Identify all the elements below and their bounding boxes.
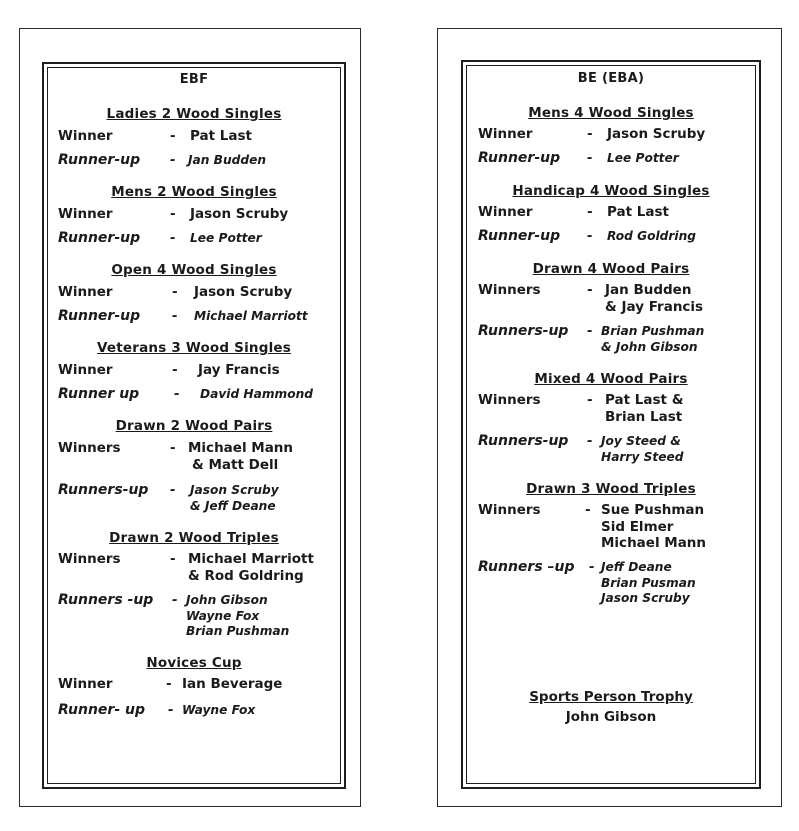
player-name: Jason Scruby [601, 591, 690, 605]
names [200, 387, 313, 403]
runner-row [44, 702, 344, 742]
section-heading: Mens 2 Wood Singles [111, 184, 277, 200]
player-name: Pat Last [607, 204, 669, 220]
player-name: Jason Scruby [190, 483, 279, 497]
player-name: Joy Steed & [601, 434, 681, 448]
names [607, 204, 669, 221]
section-heading: Mixed 4 Wood Pairs [534, 371, 688, 387]
runner-row [44, 482, 344, 522]
player-name: John Gibson [186, 593, 268, 607]
player-name: Pat Last & [605, 392, 684, 408]
role-label: Runners-up [58, 482, 149, 498]
names [601, 324, 704, 355]
dash: - [172, 362, 178, 378]
role-label: Winner [58, 206, 113, 222]
player-name: & Rod Goldring [188, 567, 304, 584]
role-label: Winner [58, 284, 113, 300]
section-heading: Novices Cup [146, 655, 242, 671]
player-name: Michael Marriott [188, 551, 314, 567]
section-heading: Drawn 3 Wood Triples [526, 481, 696, 497]
player-name: Ian Beverage [182, 676, 283, 692]
dash: - [172, 284, 178, 300]
player-name: Jeff Deane [601, 560, 672, 574]
player-name: & John Gibson [601, 339, 698, 354]
role-label: Winner [478, 126, 533, 142]
dash: - [170, 128, 176, 144]
runner-row [463, 323, 759, 363]
player-name: Brian Last [605, 408, 683, 425]
player-name: Wayne Fox [182, 703, 256, 717]
winner-row [44, 440, 344, 480]
dash: - [172, 308, 178, 324]
role-label: Runners-up [478, 433, 569, 449]
names [190, 231, 262, 247]
dash: - [174, 386, 180, 402]
player-name: Jason Scruby [194, 284, 293, 300]
role-label: Runners-up [478, 323, 569, 339]
names [607, 126, 705, 143]
role-label: Runners –up [478, 559, 575, 575]
right-title: BE (EBA) [577, 71, 645, 86]
player-name: & Jay Francis [605, 298, 704, 315]
winner-row [463, 502, 759, 551]
section-heading: Open 4 Wood Singles [111, 262, 277, 278]
names [182, 676, 282, 693]
dash: - [170, 152, 176, 168]
section-heading: Drawn 4 Wood Pairs [532, 261, 690, 277]
player-name: Michael Mann [188, 440, 294, 456]
names [190, 128, 252, 145]
names [182, 703, 255, 719]
player-name: Jay Francis [198, 362, 280, 378]
role-label: Winners [478, 392, 541, 408]
names [605, 282, 703, 315]
names [601, 434, 684, 465]
dash: - [170, 206, 176, 222]
player-name: Lee Potter [607, 151, 679, 165]
dash: - [587, 323, 593, 339]
role-label: Runner-up [58, 308, 141, 324]
role-label: Runner-up [58, 230, 141, 246]
dash: - [587, 392, 593, 408]
winner-row [463, 392, 759, 432]
dash: - [587, 150, 593, 166]
section-heading: Veterans 3 Wood Singles [96, 340, 292, 356]
dash: - [587, 433, 593, 449]
trophy-title: Sports Person Trophy [529, 689, 693, 705]
player-name: Lee Potter [190, 231, 262, 245]
dash: - [589, 559, 595, 575]
dash: - [587, 282, 593, 298]
player-name: David Hammond [200, 387, 314, 401]
section-heading: Drawn 2 Wood Pairs [115, 418, 273, 434]
role-label: Runner up [58, 386, 140, 402]
player-name: & Jeff Deane [190, 498, 276, 513]
player-name: Jason Scruby [190, 206, 289, 222]
names [188, 440, 293, 473]
player-name: & Matt Dell [192, 456, 279, 473]
dash: - [166, 676, 172, 692]
winner-row [44, 551, 344, 591]
section-heading: Ladies 2 Wood Singles [106, 106, 282, 122]
player-name: Brian Pushman [186, 624, 290, 638]
player-name: Brian Pusman [601, 575, 696, 590]
role-label: Runner-up [58, 152, 141, 168]
left-title: EBF [179, 72, 209, 87]
player-name: Jan Budden [188, 153, 267, 167]
names [186, 593, 289, 640]
runner-row [44, 592, 344, 638]
role-label: Winners [58, 551, 121, 567]
player-name: Rod Goldring [607, 229, 696, 243]
trophy-winner: John Gibson [565, 709, 657, 725]
left-frame [42, 62, 346, 789]
winner-row [463, 282, 759, 322]
role-label: Runner-up [478, 228, 561, 244]
role-label: Winner [58, 676, 113, 692]
player-name: Harry Steed [601, 449, 684, 464]
dash: - [170, 440, 176, 456]
player-name: Wayne Fox [186, 608, 260, 623]
player-name: Michael Marriott [194, 309, 308, 323]
dash: - [168, 702, 174, 718]
dash: - [587, 228, 593, 244]
player-name: Jason Scruby [607, 126, 706, 142]
names [194, 309, 308, 325]
role-label: Runner- up [58, 702, 145, 718]
section-heading: Handicap 4 Wood Singles [512, 183, 710, 199]
role-label: Runners -up [58, 592, 154, 608]
names [190, 206, 288, 223]
runner-row [463, 433, 759, 473]
player-name: Brian Pushman [601, 324, 705, 338]
dash: - [170, 551, 176, 567]
player-name: Michael Mann [601, 535, 707, 551]
names [188, 153, 266, 169]
role-label: Winners [478, 502, 541, 518]
right-frame [461, 60, 761, 789]
names [605, 392, 683, 425]
names [194, 284, 292, 301]
role-label: Winner [58, 362, 113, 378]
names [188, 551, 314, 584]
player-name: Jan Budden [605, 282, 692, 298]
role-label: Winner [478, 204, 533, 220]
dash: - [172, 592, 178, 608]
left-card [19, 28, 361, 807]
names [190, 483, 279, 514]
dash: - [587, 204, 593, 220]
names [198, 362, 280, 379]
names [607, 151, 679, 167]
names [601, 560, 696, 607]
player-name: Sid Elmer [601, 518, 674, 535]
dash: - [587, 126, 593, 142]
role-label: Winners [478, 282, 541, 298]
section-heading: Mens 4 Wood Singles [528, 105, 694, 121]
dash: - [170, 230, 176, 246]
role-label: Winner [58, 128, 113, 144]
runner-row [463, 559, 759, 605]
player-name: Sue Pushman [601, 502, 705, 518]
role-label: Runner-up [478, 150, 561, 166]
names [607, 229, 696, 245]
dash: - [170, 482, 176, 498]
section-heading: Drawn 2 Wood Triples [109, 530, 279, 546]
dash: - [585, 502, 591, 518]
names [601, 502, 706, 552]
right-card [437, 28, 782, 807]
player-name: Pat Last [190, 128, 252, 144]
role-label: Winners [58, 440, 121, 456]
